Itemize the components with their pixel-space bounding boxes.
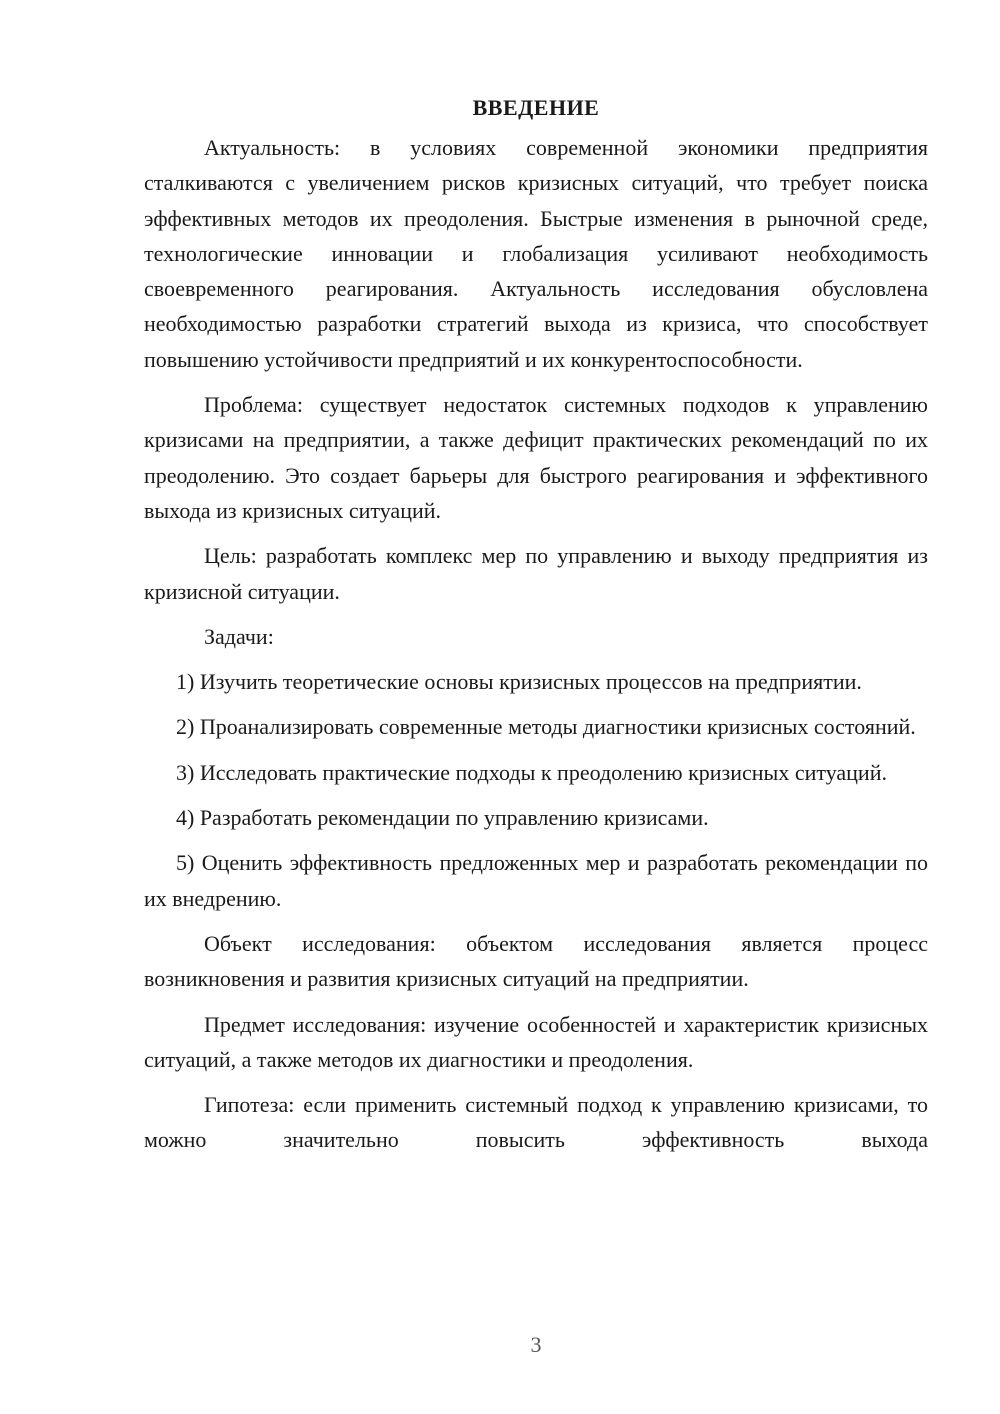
task-item-5: 5) Оценить эффективность предложенных мер и разработать рекомендации по их внедрению. [144,850,928,911]
problem-paragraph: Проблема: существует недостаток системных подходов к управлению кризисами на предприятии, а также дефицит практических рекомендаций по их преодолению. Это создает барьеры для быстрого реагирования и эффективного выхода из кризисных ситуаций. [144,392,928,523]
document-page [144,90,928,1158]
task-item-4: 4) Разработать рекомендации по управлению кризисами. [176,805,709,831]
task-item-2: 2) Проанализировать современные методы диагностики кризисных состояний. [176,714,916,740]
task-item-3: 3) Исследовать практические подходы к преодолению кризисных ситуаций. [176,759,887,785]
subject-paragraph: Предмет исследования: изучение особенностей и характеристик кризисных ситуаций, а также методов их диагностики и преодоления. [144,1011,928,1072]
goal-paragraph: Цель: разработать комплекс мер по управлению и выходу предприятия из кризисной ситуации. [144,543,928,604]
section-title: ВВЕДЕНИЕ [472,95,600,120]
tasks-heading: Задачи: [204,623,274,649]
page-number: 3 [530,1332,542,1357]
hypothesis-paragraph: Гипотеза: если применить системный подход к управлению кризисами, то можно значительно повысить эффективность выхода [144,1092,928,1153]
object-paragraph: Объект исследования: объектом исследования является процесс возникновения и развития кризисных ситуаций на предприятии. [144,930,928,992]
relevance-paragraph: Актуальность: в условиях современной экономики предприятия сталкиваются с увеличением рисков кризисных ситуаций, что требует поиска эффективных методов их преодоления. Быстрые изменения в рыночной среде, технологические инновации и глобализация усиливают необходимость своевременного реагирования. Актуальность исследования обусловлена необходимостью разработки стратегий выхода из кризиса, что способствует повышению устойчивости предприятий и их конкурентоспособности. [144,135,928,372]
task-item-1: 1) Изучить теоретические основы кризисных процессов на предприятии. [176,669,862,695]
